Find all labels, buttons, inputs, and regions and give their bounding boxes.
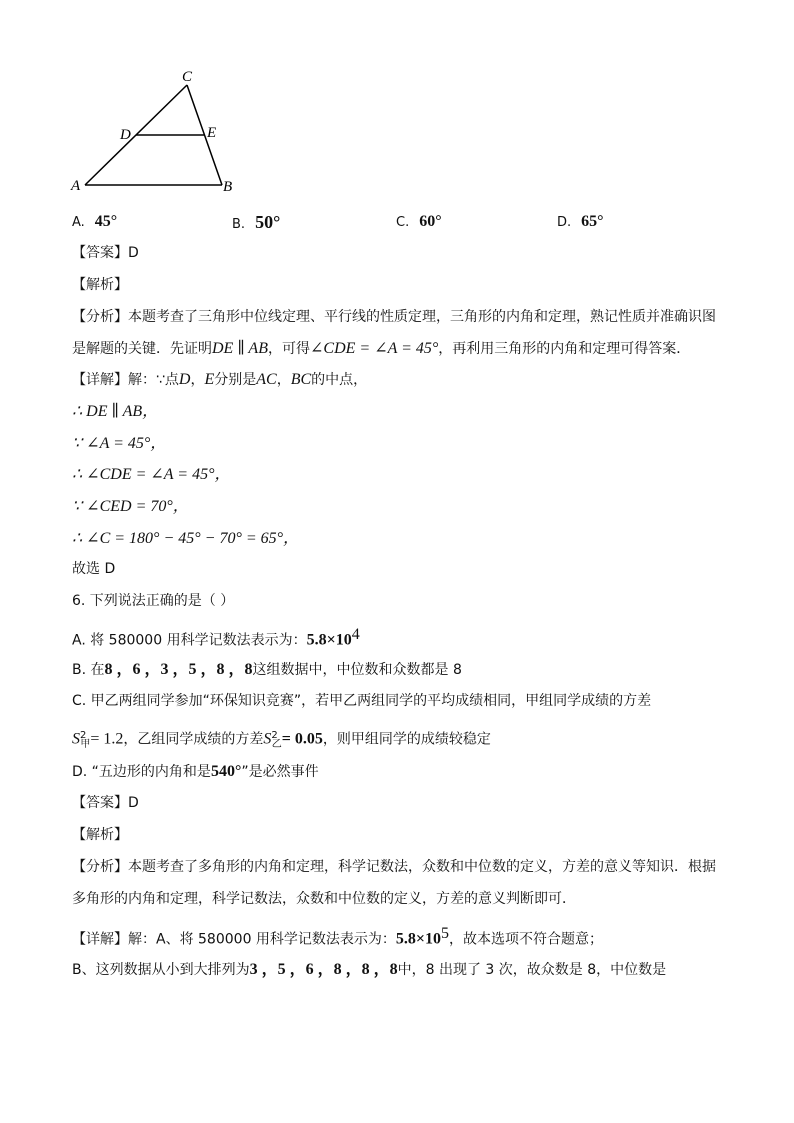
q5-answer: 【答案】D bbox=[72, 245, 139, 261]
q6-analysis-heading: 【解析】 bbox=[72, 827, 128, 843]
q5-option-b: B. 50° bbox=[232, 212, 281, 232]
q5-xiangjie: 【详解】解：∵点D，E分别是AC，BC的中点， bbox=[72, 371, 368, 388]
label-E: E bbox=[207, 125, 217, 141]
q6-option-c-line1: C. 甲乙两组同学参加“环保知识竞赛”，若甲乙两组同学的平均成绩相同，甲组同学成绩的方差 bbox=[72, 693, 652, 709]
q6-option-a: A. 将 580000 用科学记数法表示为：$5.8\times 10^4$ bbox=[72, 626, 360, 649]
q5-fenxi-line2: 是解题的关键．先证明DE ∥ AB，可得∠CDE = ∠A = 45°，再利用三角形的内角和定理可得答案． bbox=[72, 340, 691, 357]
q5-step-2: ∵ ∠A = 45°， bbox=[72, 435, 167, 452]
triangle-figure bbox=[60, 62, 250, 202]
q5-analysis-heading: 【解析】 bbox=[72, 277, 128, 293]
q6-xiangjie: 【详解】解：A、将 580000 用科学记数法表示为：$5.8\times 10^5$，故本选项不符合题意； bbox=[72, 925, 604, 948]
q5-step-4: ∵ ∠CED = 70°， bbox=[72, 498, 189, 515]
q6-explanation-b: B、这列数据从小到大排列为3 ，5 ，6 ，8 ，8 ，8中，8 出现了 3 次，故众数是 8，中位数是 bbox=[72, 961, 667, 978]
q6-fenxi-line2: 多角形的内角和定理，科学记数法，众数和中位数的定义，方差的意义判断即可． bbox=[72, 891, 576, 907]
label-A: A bbox=[71, 178, 81, 194]
q5-step-1: ∴ DE ∥ AB， bbox=[72, 403, 159, 420]
q5-step-5: ∴ ∠C = 180° − 45° − 70° = 65°， bbox=[72, 530, 300, 547]
label-C: C bbox=[182, 69, 193, 85]
q6-option-c-line2: $S^2_甲= 1.2$，乙组同学成绩的方差$S^2_乙= 0.05$，则甲组同学的成绩较稳定 bbox=[72, 730, 491, 751]
q6-fenxi-line1: 【分析】本题考查了多角形的内角和定理，科学记数法，众数和中位数的定义，方差的意义等知识．根据 bbox=[72, 859, 716, 875]
q6-question: 6. 下列说法正确的是（ ） bbox=[72, 593, 235, 609]
q5-fenxi-line1: 【分析】本题考查了三角形中位线定理、平行线的性质定理，三角形的内角和定理，熟记性质并准确识图 bbox=[72, 309, 716, 325]
label-D: D bbox=[120, 127, 131, 143]
q6-answer: 【答案】D bbox=[72, 795, 139, 811]
label-B: B bbox=[223, 179, 233, 195]
q5-step-3: ∴ ∠CDE = ∠A = 45°， bbox=[72, 466, 231, 483]
q5-option-a: A. 45° bbox=[72, 213, 118, 230]
q5-option-c: C. 60° bbox=[396, 213, 442, 230]
q5-choose: 故选 D bbox=[72, 561, 116, 577]
q5-option-d: D. 65° bbox=[557, 213, 604, 230]
q6-option-b: B. 在8 ，6 ，3 ，5 ，8 ，8这组数据中，中位数和众数都是 8 bbox=[72, 661, 462, 678]
q6-option-d: D. “五边形的内角和是540°”是必然事件 bbox=[72, 763, 319, 780]
